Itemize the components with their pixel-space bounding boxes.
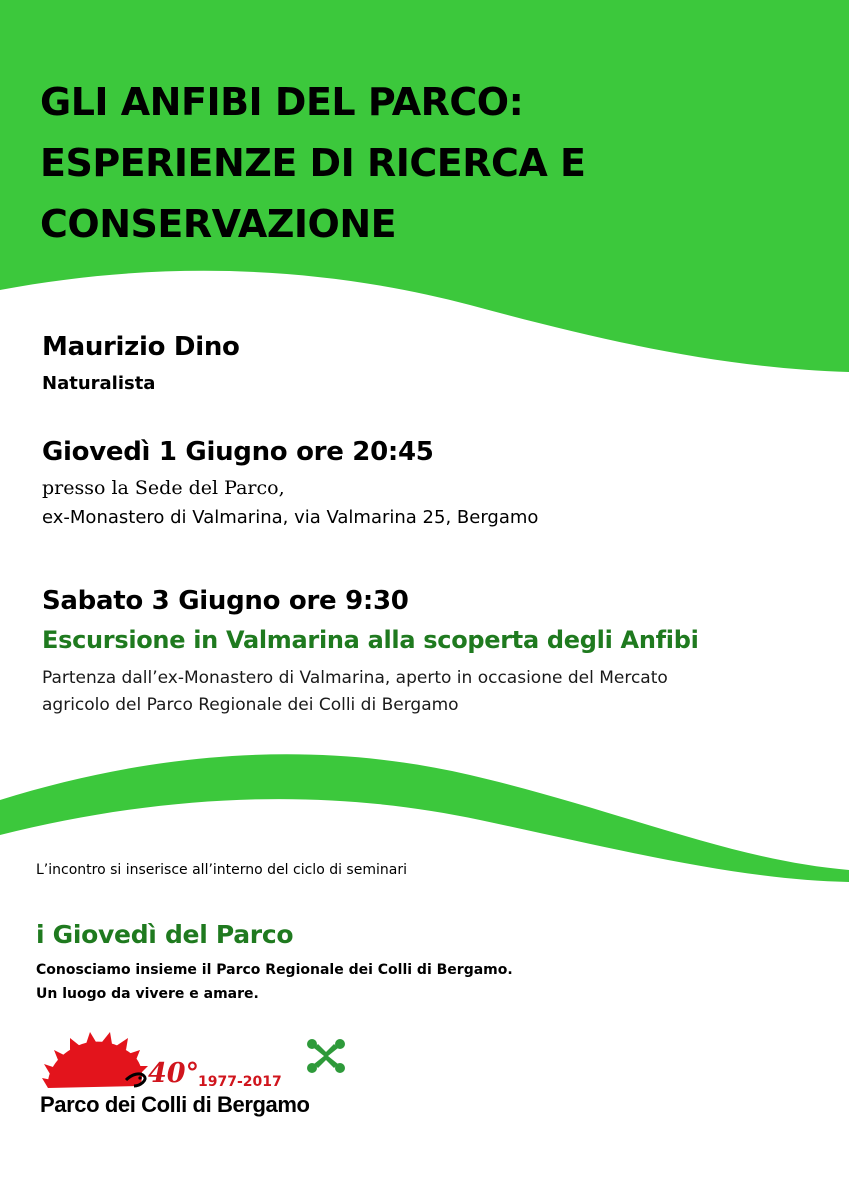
poster-title bbox=[40, 72, 820, 255]
event2-desc-line1: Partenza dall’ex-Monastero di Valmarina, aperto in occasione del Mercato bbox=[42, 668, 668, 688]
series-intro: L’incontro si inserisce all’interno del ciclo di seminari bbox=[36, 862, 407, 878]
park-name-logo: Parco dei Colli di Bergamo bbox=[40, 1092, 310, 1117]
title-line-3: CONSERVAZIONE bbox=[40, 202, 397, 246]
event1-location-line1: presso la Sede del Parco, bbox=[42, 477, 285, 499]
event2-description bbox=[42, 665, 802, 719]
region-cross-icon bbox=[304, 1036, 348, 1076]
anniversary-number: 40° bbox=[148, 1058, 200, 1089]
anniversary-years: 1977-2017 bbox=[198, 1074, 282, 1090]
event2-date: Sabato 3 Giugno ore 9:30 bbox=[42, 586, 409, 616]
speaker-role: Naturalista bbox=[42, 373, 156, 394]
event1-location-line2: ex-Monastero di Valmarina, via Valmarina 25, Bergamo bbox=[42, 507, 539, 528]
title-line-1: GLI ANFIBI DEL PARCO: bbox=[40, 80, 524, 124]
event2-title: Escursione in Valmarina alla scoperta degli Anfibi bbox=[42, 626, 699, 654]
event2-desc-line2: agricolo del Parco Regionale dei Colli di Bergamo bbox=[42, 695, 459, 715]
title-line-2: ESPERIENZE DI RICERCA E bbox=[40, 141, 586, 185]
series-title: i Giovedì del Parco bbox=[36, 920, 294, 949]
speaker-name: Maurizio Dino bbox=[42, 332, 240, 362]
event1-date: Giovedì 1 Giugno ore 20:45 bbox=[42, 437, 434, 467]
series-tagline-2: Un luogo da vivere e amare. bbox=[36, 986, 259, 1002]
series-tagline-1: Conosciamo insieme il Parco Regionale dei Colli di Bergamo. bbox=[36, 962, 513, 978]
